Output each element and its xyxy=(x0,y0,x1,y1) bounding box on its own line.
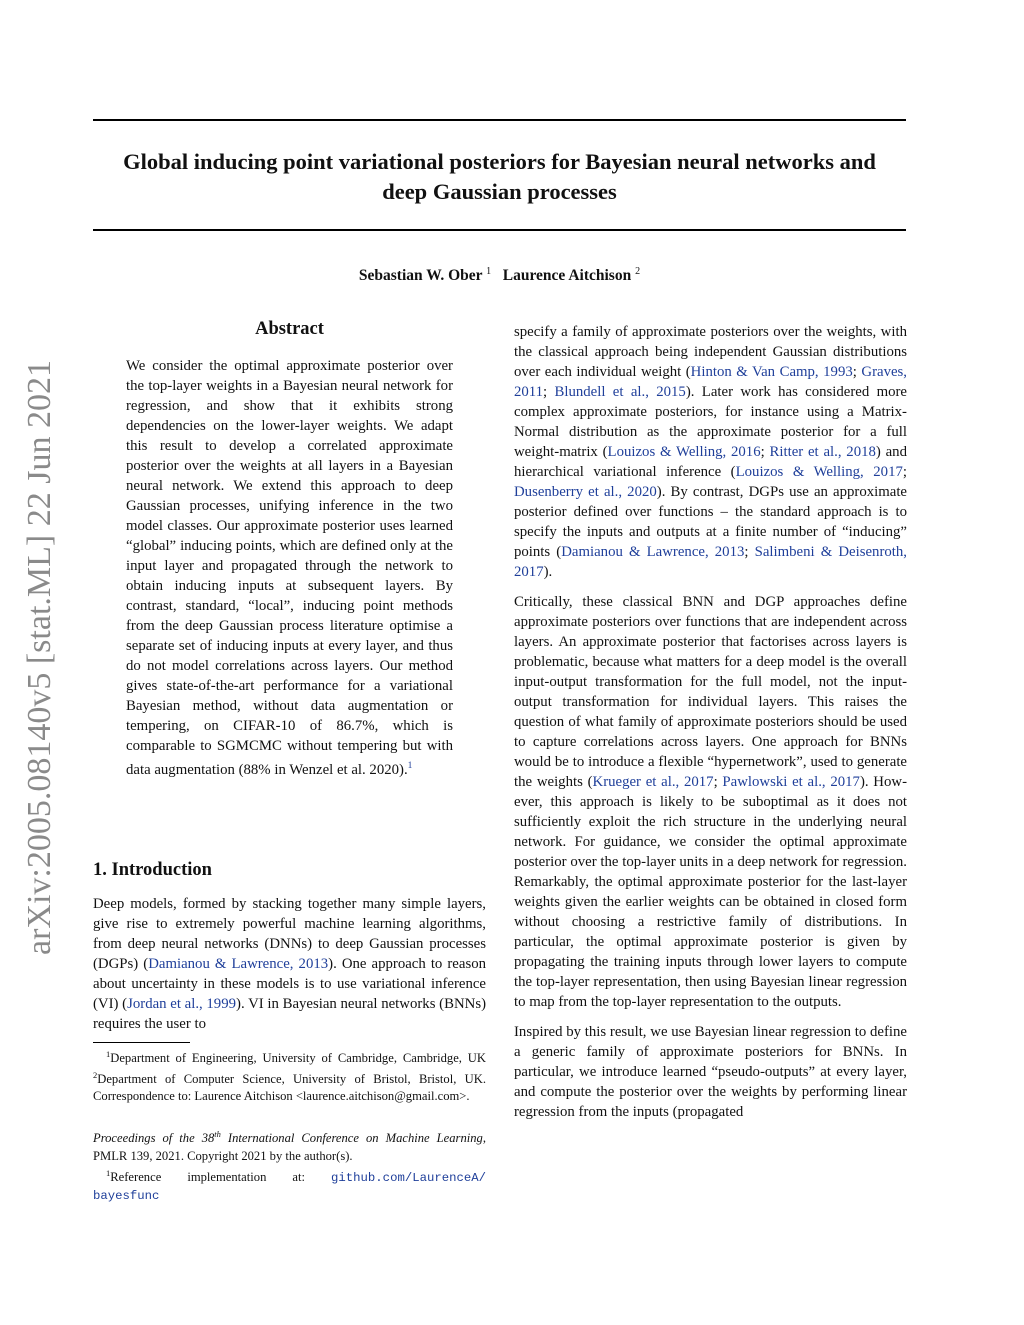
citation-link[interactable]: Salimbeni & Deisenroth, 2017 xyxy=(514,544,907,580)
footnote-divider xyxy=(93,1042,190,1043)
body-text: ). By contrast, DGPs use an approximate posterior defined over functions – the standard approach is to specify the inputs and outputs at a finite number of “inducing” points ( xyxy=(514,484,907,560)
paragraph: Inspired by this result, we use Bayesian linear regression to define a generic family of approximate posteriors for BNNs. In particular, we introduce learned “pseudo-outputs” at every layer, and compute the posterior over the weights by performing linear regression from the inputs (propagated xyxy=(514,1024,907,1120)
footnote-mark: 2 xyxy=(93,1070,98,1081)
footnotes xyxy=(93,1046,486,1205)
paragraph: specify a family of approximate posteriors over the weights, with the classical approach being independent Gaussian distributions over each individual weight (Hinton & Van Camp, 1993; Graves, 2011; Blundell et al., 2015). Later work has considered more complex approximate posteriors, for instance using a Matrix-Normal distribution as the approximate posterior for a full weight-matrix (Louizos & Welling, 2016; Ritter et al., 2018) and hierarchical variational inference (Louizos & Welling, 2017; Dusenberry et al., 2020). By contrast, DGPs use an approximate posterior defined over functions – the standard approach is to specify the inputs and outputs at a finite number of “inducing” points (Damianou & Lawrence, 2013; Salimbeni & Deisenroth, 2017). xyxy=(514,324,908,580)
paragraph: Critically, these classical BNN and DGP approaches define approximate posteriors over functions that are independent across layers. An approximate posterior that factorises across layers is problematic, because what matters for a deep model is the overall input-output transformation for the full model, not the input-output transformation for individual layers. This raises the question of what family of approximate posteriors should be used to capture correlations across layers. One approach for BNNs would be to introduce a flexible “hypernetwork”, used to generate the weights (Krueger et al., 2017; Pawlowski et al., 2017). However, this approach is likely to be suboptimal as it does not sufficiently exploit the rich structure in the underlying neural network. For guidance, we consider the optimal approximate posterior over the top-layer units in a deep network for regression. Remarkably, the optimal approximate posterior for the last-layer weights given the earlier weights can be obtained in closed form without choosing a restrictive family of distributions. In particular, the optimal approximate posterior is given by propagating the training inputs through lower layers to compute the top-layer representation, then using Bayesian linear regression to map from the top-layer representation to the outputs. xyxy=(514,594,908,1010)
footnote-mark: 1 xyxy=(106,1167,111,1178)
author-list xyxy=(93,266,906,285)
citation-link[interactable]: Jordan et al., 1999 xyxy=(127,996,237,1012)
title-bottom-rule xyxy=(93,229,906,231)
right-column xyxy=(514,322,907,1132)
body-text: Deep models, formed by stacking together many simple layers, give rise to extremely powerful machine learning algorithms, from deep neural networks (DNNs) to deep Gaussian processes (DGPs) ( xyxy=(93,896,486,972)
citation-link[interactable]: Blundell et al., 2015 xyxy=(554,384,686,400)
proceedings-venue: Proceedings of the 38 xyxy=(93,1131,215,1146)
citation-link[interactable]: Ritter et al., 2018 xyxy=(769,444,876,460)
code-repository-link[interactable]: github.com/LaurenceA/ bayesfunc xyxy=(93,1170,486,1203)
introduction-heading: 1. Introduction xyxy=(93,860,212,880)
footnote-link[interactable]: 1 xyxy=(407,761,413,771)
paper-title xyxy=(93,147,906,207)
citation-link[interactable]: Damianou & Lawrence, 2013 xyxy=(148,956,329,972)
citation-link[interactable]: Hinton & Van Camp, 1993 xyxy=(690,364,853,380)
footnote-mark: 1 xyxy=(106,1049,111,1059)
top-rule xyxy=(93,119,906,121)
body-text: ). VI in Bayesian neural networks (BNNs) requires the user to xyxy=(93,996,487,1032)
body-text: specify a family of approximate posteriors over the weights, with the classical approach being independent Gaussian distributions over each individual weight ( xyxy=(514,324,907,380)
footnote-text: Department of Computer Science, University of Bristol, Bristol, UK. Correspondence to: Laurence Aitchison <laurence.aitchison@gmail.com>. xyxy=(93,1072,486,1104)
copyright-text: , PMLR 139, 2021. Copyright 2021 by the author(s). xyxy=(93,1131,486,1163)
title-line-2: deep Gaussian processes xyxy=(382,179,617,204)
proceedings-note xyxy=(93,1126,486,1164)
affiliation-footnote xyxy=(93,1046,486,1105)
body-text: ). xyxy=(543,564,553,580)
citation-link[interactable]: Pawlowski et al., 2017 xyxy=(722,774,860,790)
author-affiliation-mark: 2 xyxy=(635,266,641,277)
abstract-heading: Abstract xyxy=(255,319,324,339)
body-text: ). Later work has considered more complex approximate posteriors, for instance using a Matrix-Normal distribution as the approximate posterior for a full weight-matrix ( xyxy=(514,384,908,460)
author-name: Sebastian W. Ober xyxy=(358,267,483,285)
title-line-1: Global inducing point variational posteriors for Bayesian neural networks and xyxy=(123,149,876,174)
abstract-text xyxy=(126,356,453,780)
body-text: Critically, these classical BNN and DGP approaches define approximate posteriors over functions that are independent across layers. An approximate posterior that factorises across layers is problematic, because what matters for a deep model is the overall input-output transformation for the full model, not the input-output transformation for individual layers. This raises the question of what family of approximate posteriors should be used to capture correlations across layers. One approach for BNNs would be to introduce a flexible “hypernetwork”, used to generate the weights ( xyxy=(514,594,907,790)
author-affiliation-mark: 1 xyxy=(486,266,492,277)
citation-link[interactable]: Graves, 2011 xyxy=(514,364,907,400)
abstract-body-text: We consider the optimal approximate posterior over the top-layer weights in a Bayesian neural network for regression, and show that it exhibits strong dependencies on the lower-layer weights. We adapt this result to develop a correlated approximate posterior over the weights at all layers in a Bayesian neural network. We extend this approach to deep Gaussian processes, unifying inference in the two model classes. Our approximate posterior uses learned “global” inducing points, which are defined only at the input layer and propagated through the network to obtain inducing inputs at subsequent layers. By contrast, standard, “local”, inducing point methods from the deep Gaussian process literature optimise a separate set of inducing inputs at every layer, and thus do not model correlations across layers. Our method gives state-of-the-art performance for a variational Bayesian method, without data augmentation or tempering, on CIFAR-10 of 86.7%, which is comparable to SGMCMC without tempering but with data augmentation (88% in Wenzel et al. 2020). xyxy=(126,358,453,778)
citation-link[interactable]: Dusenberry et al., 2020 xyxy=(514,484,657,500)
author-name: Laurence Aitchison xyxy=(502,267,632,285)
body-text: ). One approach to reason about uncertainty in these models is to use variational inference (VI) ( xyxy=(93,956,486,1012)
body-text: ). However, this approach is likely to be suboptimal as it does not sufficiently exploit the rich structure in the underlying neural network. For guidance, we consider the optimal approximate posterior over the top-layer units in a deep network for regression. Remarkably, the optimal approximate posterior for the last-layer weights given the earlier weights can be obtained in closed form without choosing a restrictive family of distributions. In particular, the optimal approximate posterior is given by propagating the training inputs through lower layers to compute the top-layer representation, then using Bayesian linear regression to map from the top-layer representation to the outputs. xyxy=(514,774,908,1010)
proceedings-venue: International Conference on Machine Learning xyxy=(220,1131,483,1146)
citation-link[interactable]: Krueger et al., 2017 xyxy=(592,774,714,790)
arxiv-identifier-stamp: arXiv:2005.08140v5 [stat.ML] 22 Jun 2021 xyxy=(21,360,58,955)
code-footnote xyxy=(93,1165,486,1205)
citation-link[interactable]: Damianou & Lawrence, 2013 xyxy=(561,544,745,560)
footnote-text: Department of Engineering, University of Cambridge, Cambridge, UK xyxy=(110,1051,486,1066)
body-text: ) and hierarchical variational inference ( xyxy=(514,444,907,480)
ordinal-suffix: th xyxy=(214,1129,221,1140)
footnote-text: Reference implementation at: xyxy=(110,1169,332,1184)
citation-link[interactable]: Louizos & Welling, 2016 xyxy=(607,444,761,460)
citation-link[interactable]: Louizos & Welling, 2017 xyxy=(735,464,903,480)
introduction-paragraph xyxy=(93,894,486,1034)
